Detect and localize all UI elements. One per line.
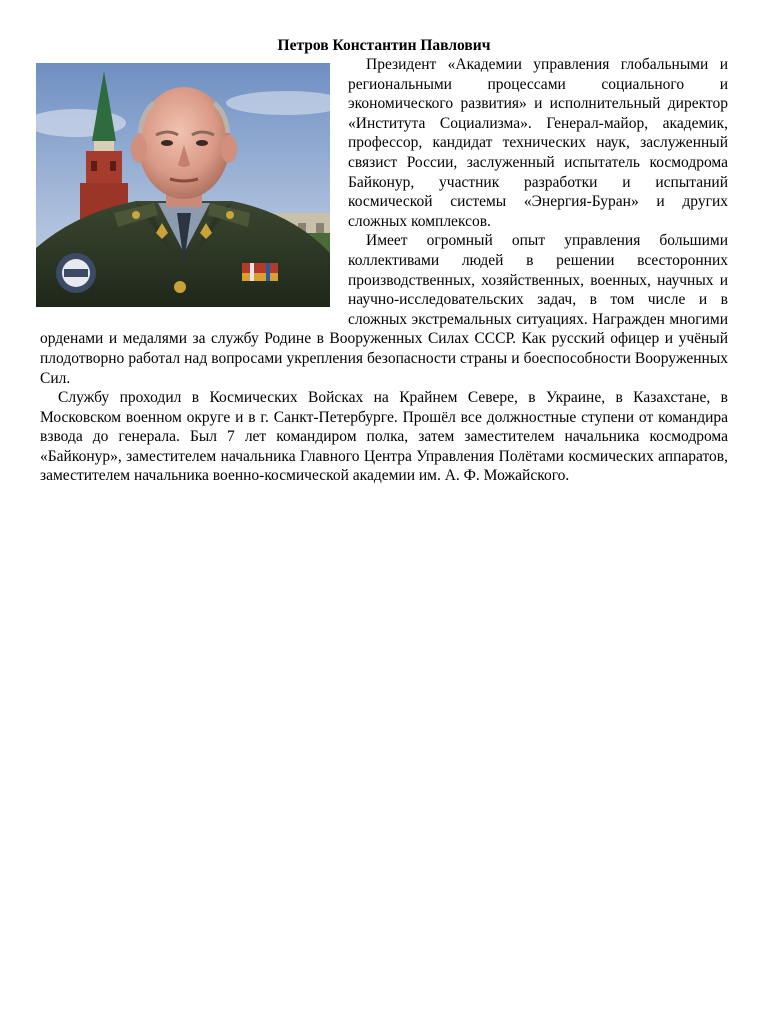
portrait-photo — [36, 63, 330, 307]
paragraph-1: Президент «Академии управления глобальными и региональными процессами социального и экономического развития» и исполнительный директор «Института Социализма». Генерал-майор, академик, профессор, кандидат технических наук, заслуженный связист России, заслуженный испытатель космодрома Байконур, участник разработки и испытаний космической системы «Энергия-Буран» и других сложных комплексов. — [348, 56, 728, 230]
paragraph-3: Службу проходил в Космических Войсках на Крайнем Севере, в Украине, в Казахстане, в Московском военном округе и в г. Санкт-Петербурге. Прошёл все должностные ступени от командира взвода до генерала. Был 7 лет командиром полка, затем заместителем начальника космодрома «Байконур», заместителем начальника Главного Центра Управления Полётами космических аппаратов, заместителем начальника военно-космической академии им. А. Ф. Можайского. — [40, 389, 728, 485]
document-body — [40, 55, 728, 486]
document-title: Петров Константин Павлович — [277, 37, 491, 54]
paragraph-2: Имеет огромный опыт управления большими коллективами людей в решении всесторонних производственных, хозяйственных, военных, научных и научно-исследовательских задач, в том числе и в сложных экстремальных ситуациях. Награжден многими орденами и медалями за службу Родине в Вооруженных Силах СССР. Как русский офицер и учёный плодотворно работал над вопросами укрепления безопасности страны и боеспособности Вооруженных Сил. — [40, 232, 728, 387]
portrait-illustration — [36, 63, 330, 307]
